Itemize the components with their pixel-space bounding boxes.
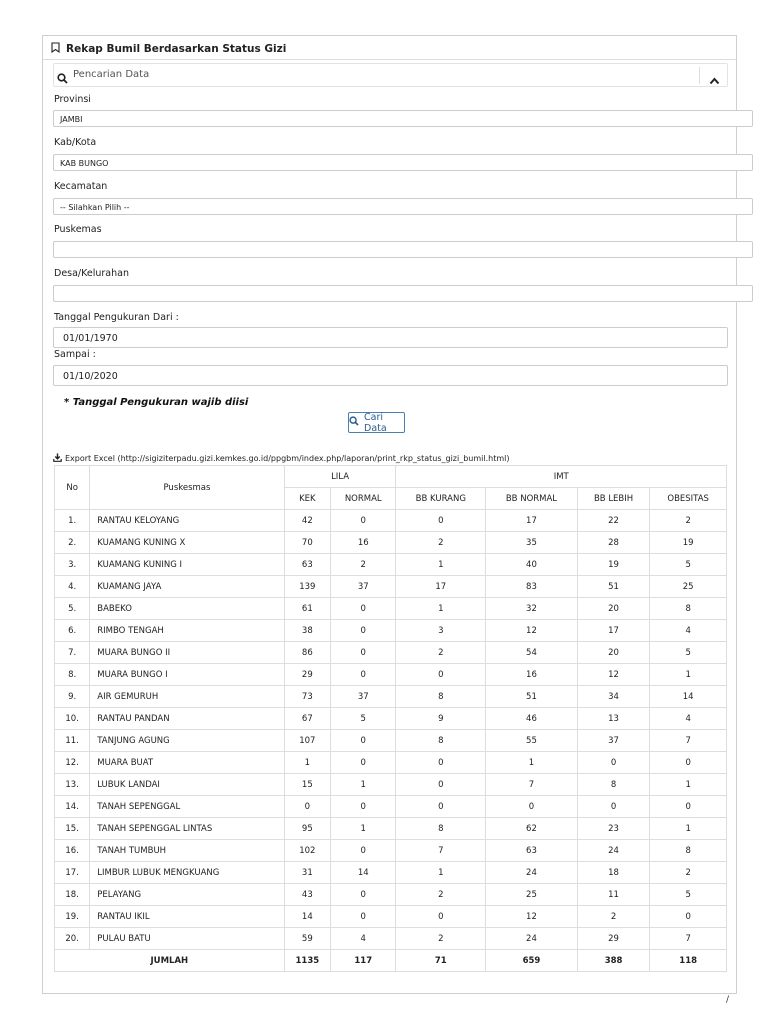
cell-bb-lebih: 19: [577, 554, 650, 576]
cell-normal: 0: [331, 730, 396, 752]
cell-kek: 38: [284, 620, 330, 642]
tgl-dari-label: Tanggal Pengukuran Dari :: [54, 312, 179, 323]
cell-obesitas: 8: [650, 598, 727, 620]
cell-bb-normal: 40: [486, 554, 578, 576]
table-row: [55, 906, 727, 928]
cell-normal: 5: [331, 708, 396, 730]
chevron-up-icon[interactable]: [709, 70, 720, 89]
footer-bb-normal: 659: [486, 950, 578, 972]
cell-bb-normal: 46: [486, 708, 578, 730]
cell-bb-kurang: 8: [396, 730, 486, 752]
cell-kek: 86: [284, 642, 330, 664]
cell-obesitas: 8: [650, 840, 727, 862]
cell-bb-kurang: 1: [396, 862, 486, 884]
cell-bb-lebih: 24: [577, 840, 650, 862]
cell-kek: 14: [284, 906, 330, 928]
cell-no: 12.: [55, 752, 90, 774]
cell-no: 5.: [55, 598, 90, 620]
cell-bb-lebih: 0: [577, 752, 650, 774]
puskemas-label: Puskemas: [54, 224, 102, 235]
cell-puskesmas: LUBUK LANDAI: [90, 774, 284, 796]
cell-puskesmas: KUAMANG KUNING X: [90, 532, 284, 554]
footer-label: JUMLAH: [55, 950, 285, 972]
cell-bb-kurang: 0: [396, 752, 486, 774]
cell-puskesmas: RANTAU KELOYANG: [90, 510, 284, 532]
footer-kek: 1135: [284, 950, 330, 972]
table-row: [55, 840, 727, 862]
table-row: [55, 730, 727, 752]
cell-no: 16.: [55, 840, 90, 862]
cell-puskesmas: PULAU BATU: [90, 928, 284, 950]
cell-normal: 0: [331, 642, 396, 664]
cell-no: 8.: [55, 664, 90, 686]
cell-bb-normal: 62: [486, 818, 578, 840]
col-no: No: [55, 466, 90, 510]
cell-obesitas: 1: [650, 818, 727, 840]
table-row: [55, 752, 727, 774]
cell-normal: 1: [331, 774, 396, 796]
cell-no: 4.: [55, 576, 90, 598]
table-row: [55, 510, 727, 532]
cell-bb-lebih: 28: [577, 532, 650, 554]
table-row: [55, 532, 727, 554]
sampai-label: Sampai :: [54, 349, 96, 360]
cell-bb-lebih: 22: [577, 510, 650, 532]
cell-bb-kurang: 0: [396, 774, 486, 796]
cell-bb-kurang: 0: [396, 796, 486, 818]
col-normal: NORMAL: [331, 488, 396, 510]
cell-bb-kurang: 1: [396, 554, 486, 576]
kecamatan-select[interactable]: -- Silahkan Pilih --: [53, 198, 753, 215]
cell-bb-normal: 17: [486, 510, 578, 532]
cell-bb-lebih: 18: [577, 862, 650, 884]
cell-obesitas: 7: [650, 928, 727, 950]
cell-no: 3.: [55, 554, 90, 576]
cell-normal: 0: [331, 620, 396, 642]
cell-obesitas: 1: [650, 664, 727, 686]
puskemas-select[interactable]: [53, 241, 753, 258]
cari-data-button[interactable]: [348, 412, 405, 433]
cell-normal: 0: [331, 598, 396, 620]
cell-normal: 1: [331, 818, 396, 840]
cell-obesitas: 19: [650, 532, 727, 554]
cell-obesitas: 0: [650, 752, 727, 774]
cell-kek: 102: [284, 840, 330, 862]
rekap-table: [54, 465, 727, 972]
export-excel-label: Export Excel (http://sigiziterpadu.gizi.kemkes.go.id/ppgbm/index.php/laporan/print_rkp_status_gizi_bumil.html): [65, 454, 510, 463]
cell-kek: 43: [284, 884, 330, 906]
table-row: [55, 818, 727, 840]
table-row: [55, 796, 727, 818]
cell-no: 19.: [55, 906, 90, 928]
cell-bb-lebih: 23: [577, 818, 650, 840]
cell-bb-normal: 35: [486, 532, 578, 554]
cell-bb-lebih: 0: [577, 796, 650, 818]
cell-no: 1.: [55, 510, 90, 532]
cell-kek: 31: [284, 862, 330, 884]
cell-bb-normal: 55: [486, 730, 578, 752]
sampai-input[interactable]: 01/10/2020: [53, 365, 728, 386]
cell-obesitas: 5: [650, 554, 727, 576]
panel-divider: [43, 59, 736, 60]
cell-no: 7.: [55, 642, 90, 664]
cell-bb-kurang: 9: [396, 708, 486, 730]
footer-obesitas: 118: [650, 950, 727, 972]
cell-no: 10.: [55, 708, 90, 730]
cell-puskesmas: TANAH TUMBUH: [90, 840, 284, 862]
cell-bb-kurang: 8: [396, 686, 486, 708]
cell-bb-kurang: 2: [396, 642, 486, 664]
col-group-imt: IMT: [396, 466, 727, 488]
cell-bb-kurang: 0: [396, 664, 486, 686]
col-bb-normal: BB NORMAL: [486, 488, 578, 510]
table-row: [55, 686, 727, 708]
cell-no: 13.: [55, 774, 90, 796]
cell-obesitas: 25: [650, 576, 727, 598]
cell-kek: 107: [284, 730, 330, 752]
tgl-dari-input[interactable]: 01/01/1970: [53, 327, 728, 348]
cell-no: 11.: [55, 730, 90, 752]
cell-kek: 70: [284, 532, 330, 554]
search-icon: [57, 69, 68, 88]
table-footer-row: [55, 950, 727, 972]
cell-normal: 2: [331, 554, 396, 576]
cell-no: 2.: [55, 532, 90, 554]
cell-normal: 0: [331, 884, 396, 906]
search-divider: [699, 67, 700, 84]
table-row: [55, 862, 727, 884]
table-row: [55, 774, 727, 796]
search-label: Pencarian Data: [73, 69, 150, 80]
table-row: [55, 642, 727, 664]
table-row: [55, 598, 727, 620]
cell-puskesmas: TANJUNG AGUNG: [90, 730, 284, 752]
cell-bb-lebih: 2: [577, 906, 650, 928]
footer-bb-kurang: 71: [396, 950, 486, 972]
cell-no: 15.: [55, 818, 90, 840]
cell-obesitas: 2: [650, 510, 727, 532]
cell-bb-kurang: 0: [396, 906, 486, 928]
cell-bb-normal: 7: [486, 774, 578, 796]
cell-kek: 61: [284, 598, 330, 620]
cell-puskesmas: RIMBO TENGAH: [90, 620, 284, 642]
bookmark-icon: [51, 42, 60, 56]
desa-select[interactable]: [53, 285, 753, 302]
cell-bb-normal: 83: [486, 576, 578, 598]
cell-puskesmas: KUAMANG JAYA: [90, 576, 284, 598]
col-obesitas: OBESITAS: [650, 488, 727, 510]
cell-kek: 59: [284, 928, 330, 950]
cell-puskesmas: MUARA BUNGO I: [90, 664, 284, 686]
cell-normal: 37: [331, 686, 396, 708]
panel-title: Rekap Bumil Berdasarkan Status Gizi: [66, 43, 287, 55]
cell-no: 20.: [55, 928, 90, 950]
cell-bb-normal: 12: [486, 620, 578, 642]
table-row: [55, 576, 727, 598]
cell-bb-kurang: 2: [396, 928, 486, 950]
cell-puskesmas: PELAYANG: [90, 884, 284, 906]
cell-bb-normal: 63: [486, 840, 578, 862]
cell-normal: 0: [331, 840, 396, 862]
cell-bb-lebih: 20: [577, 598, 650, 620]
cell-bb-normal: 54: [486, 642, 578, 664]
kabkota-select[interactable]: KAB BUNGO: [53, 154, 753, 171]
cell-kek: 15: [284, 774, 330, 796]
cell-bb-lebih: 13: [577, 708, 650, 730]
required-note: * Tanggal Pengukuran wajib diisi: [64, 397, 249, 408]
cell-kek: 73: [284, 686, 330, 708]
table-body: [55, 510, 727, 950]
cell-bb-normal: 0: [486, 796, 578, 818]
cell-normal: 0: [331, 752, 396, 774]
cell-bb-lebih: 34: [577, 686, 650, 708]
cell-obesitas: 0: [650, 796, 727, 818]
cell-bb-lebih: 17: [577, 620, 650, 642]
search-collapse-bar[interactable]: [53, 63, 728, 87]
cell-normal: 0: [331, 664, 396, 686]
col-group-lila: LILA: [284, 466, 396, 488]
cell-obesitas: 14: [650, 686, 727, 708]
col-bb-kurang: BB KURANG: [396, 488, 486, 510]
cell-obesitas: 2: [650, 862, 727, 884]
corner-mark: /: [726, 995, 730, 1005]
desa-label: Desa/Kelurahan: [54, 268, 129, 279]
cell-puskesmas: MUARA BUAT: [90, 752, 284, 774]
provinsi-label: Provinsi: [54, 94, 91, 105]
search-icon: [349, 416, 359, 429]
cell-bb-normal: 1: [486, 752, 578, 774]
table-row: [55, 708, 727, 730]
cell-bb-normal: 16: [486, 664, 578, 686]
cell-puskesmas: LIMBUR LUBUK MENGKUANG: [90, 862, 284, 884]
cell-bb-lebih: 11: [577, 884, 650, 906]
kecamatan-label: Kecamatan: [54, 181, 108, 192]
cell-normal: 0: [331, 510, 396, 532]
cell-normal: 4: [331, 928, 396, 950]
footer-bb-lebih: 388: [577, 950, 650, 972]
cell-bb-normal: 24: [486, 928, 578, 950]
col-bb-lebih: BB LEBIH: [577, 488, 650, 510]
table-row: [55, 620, 727, 642]
cell-kek: 63: [284, 554, 330, 576]
cell-no: 14.: [55, 796, 90, 818]
cell-bb-kurang: 1: [396, 598, 486, 620]
rekap-panel: [42, 35, 737, 994]
cell-bb-kurang: 3: [396, 620, 486, 642]
cell-bb-lebih: 51: [577, 576, 650, 598]
panel-header: [51, 39, 286, 59]
cell-kek: 1: [284, 752, 330, 774]
cell-kek: 0: [284, 796, 330, 818]
footer-normal: 117: [331, 950, 396, 972]
cell-puskesmas: BABEKO: [90, 598, 284, 620]
cell-bb-normal: 24: [486, 862, 578, 884]
cell-obesitas: 4: [650, 708, 727, 730]
cell-obesitas: 5: [650, 642, 727, 664]
cell-kek: 42: [284, 510, 330, 532]
cell-kek: 95: [284, 818, 330, 840]
cell-bb-lebih: 37: [577, 730, 650, 752]
col-kek: KEK: [284, 488, 330, 510]
cell-bb-kurang: 2: [396, 884, 486, 906]
cell-puskesmas: MUARA BUNGO II: [90, 642, 284, 664]
cell-obesitas: 1: [650, 774, 727, 796]
cell-bb-normal: 51: [486, 686, 578, 708]
table-row: [55, 554, 727, 576]
cell-bb-lebih: 12: [577, 664, 650, 686]
cell-no: 18.: [55, 884, 90, 906]
cell-puskesmas: TANAH SEPENGGAL: [90, 796, 284, 818]
cell-obesitas: 7: [650, 730, 727, 752]
cell-bb-kurang: 7: [396, 840, 486, 862]
cell-normal: 0: [331, 796, 396, 818]
cell-normal: 14: [331, 862, 396, 884]
cell-bb-kurang: 0: [396, 510, 486, 532]
cell-bb-kurang: 17: [396, 576, 486, 598]
cell-normal: 16: [331, 532, 396, 554]
cell-normal: 37: [331, 576, 396, 598]
cell-bb-kurang: 2: [396, 532, 486, 554]
cell-kek: 29: [284, 664, 330, 686]
cell-no: 17.: [55, 862, 90, 884]
cell-bb-lebih: 29: [577, 928, 650, 950]
cell-no: 6.: [55, 620, 90, 642]
cell-no: 9.: [55, 686, 90, 708]
cell-bb-normal: 32: [486, 598, 578, 620]
cell-obesitas: 4: [650, 620, 727, 642]
cell-bb-kurang: 8: [396, 818, 486, 840]
table-row: [55, 884, 727, 906]
cell-puskesmas: RANTAU IKIL: [90, 906, 284, 928]
col-puskesmas: Puskesmas: [90, 466, 284, 510]
table-row: [55, 664, 727, 686]
table-row: [55, 928, 727, 950]
kabkota-label: Kab/Kota: [54, 137, 97, 148]
cell-puskesmas: TANAH SEPENGGAL LINTAS: [90, 818, 284, 840]
export-excel-link[interactable]: [53, 453, 510, 464]
cell-kek: 67: [284, 708, 330, 730]
cell-obesitas: 5: [650, 884, 727, 906]
provinsi-select[interactable]: JAMBI: [53, 110, 753, 127]
download-icon: [53, 453, 62, 464]
cell-puskesmas: AIR GEMURUH: [90, 686, 284, 708]
cell-normal: 0: [331, 906, 396, 928]
cell-bb-lebih: 20: [577, 642, 650, 664]
cell-bb-normal: 12: [486, 906, 578, 928]
cari-data-label: Cari Data: [364, 411, 387, 434]
cell-obesitas: 0: [650, 906, 727, 928]
cell-kek: 139: [284, 576, 330, 598]
cell-puskesmas: KUAMANG KUNING I: [90, 554, 284, 576]
cell-bb-lebih: 8: [577, 774, 650, 796]
cell-puskesmas: RANTAU PANDAN: [90, 708, 284, 730]
cell-bb-normal: 25: [486, 884, 578, 906]
